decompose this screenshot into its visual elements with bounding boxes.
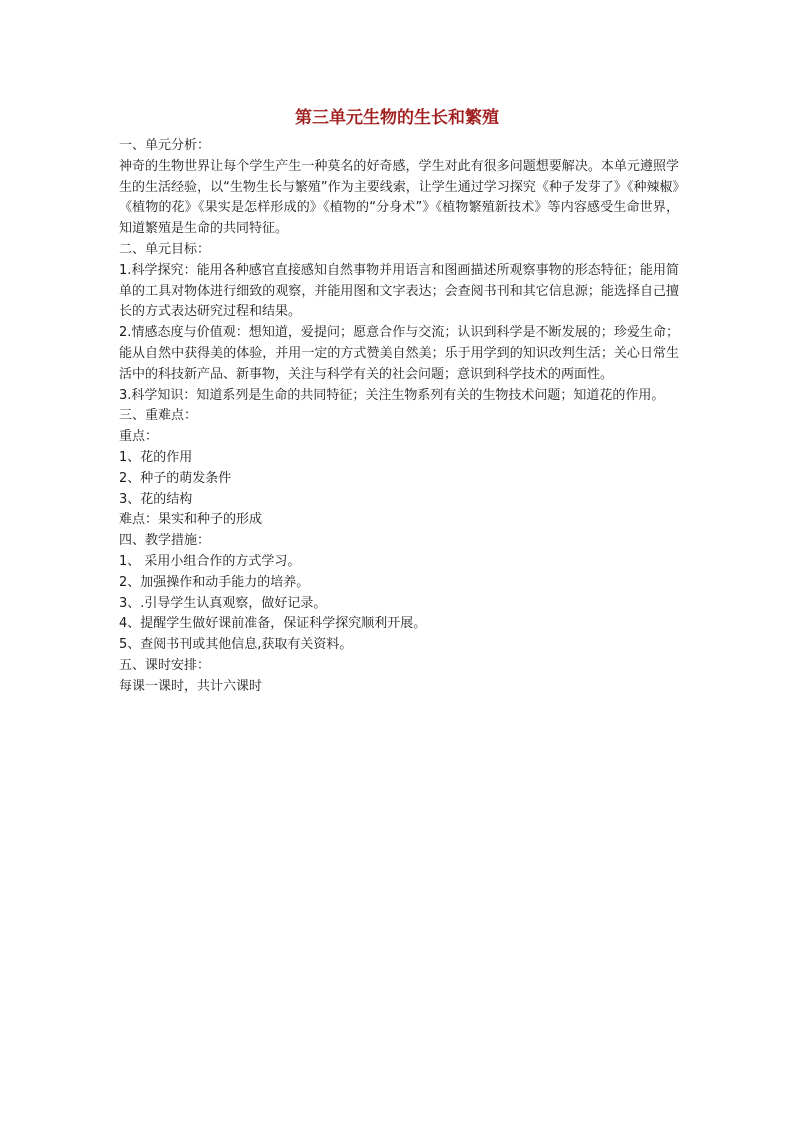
key-point-item: 2、种子的萌发条件: [119, 470, 232, 486]
measure-item: 1、 采用小组合作的方式学习。: [119, 553, 301, 569]
section-heading-measures: 四、教学措施：: [119, 533, 211, 549]
section-heading-goals: 二、单元目标：: [119, 241, 211, 257]
section-heading-analysis: 一、单元分析：: [119, 138, 211, 153]
page-title: 第三单元生物的生长和繁殖: [295, 108, 499, 128]
key-point-item: 1、花的作用: [119, 449, 193, 465]
schedule-text: 每课一课时，共计六课时: [119, 678, 263, 694]
section-heading-key-points: 三、重难点：: [119, 408, 198, 424]
paragraph-goal-inquiry: 1.科学探究：能用各种感官直接感知自然事物并用语言和图画描述所观察事物的形态特征；能用简单的工具对物体进行细致的观察，并能用图和文字表达；会查阅书刊和其它信息源；能选择自己擅长的方式表达研究过程和结果。: [119, 262, 679, 320]
measure-item: 5、查阅书刊或其他信息,获取有关资料。: [119, 637, 353, 653]
measure-item: 4、提醒学生做好课前准备，保证科学探究顺利开展。: [119, 616, 427, 632]
section-heading-schedule: 五、课时安排：: [119, 657, 211, 673]
difficult-point: 难点：果实和种子的形成: [119, 512, 263, 528]
paragraph-goal-attitude: 2.情感态度与价值观：想知道，爱提问；愿意合作与交流；认识到科学是不断发展的；珍爱生命；能从自然中获得美的体验，并用一定的方式赞美自然美；乐于用学到的知识改判生活；关心日常生活中的科技新产品、新事物，关注与科学有关的社会问题；意识到科学技术的两面性。: [119, 325, 679, 382]
key-point-item: 3、花的结构: [119, 491, 193, 507]
paragraph-analysis: 神奇的生物世界让每个学生产生一种莫名的好奇感，学生对此有很多问题想要解决。本单元遵照学生的生活经验，以“生物生长与繁殖”作为主要线索，让学生通过学习探究《种子发芽了》《种辣椒》《植物的花》《果实是怎样形成的》《植物的“分身术”》《植物繁殖新技术》等内容感受生命世界，知道繁殖是生命的共同特征。: [119, 158, 679, 237]
key-points-label: 重点：: [119, 429, 159, 445]
paragraph-goal-knowledge: 3.科学知识：知道系列是生命的共同特征；关注生物系列有关的生物技术问题；知道花的作用。: [119, 387, 665, 403]
measure-item: 3、.引导学生认真观察，做好记录。: [119, 595, 327, 611]
measure-item: 2、加强操作和动手能力的培养。: [119, 574, 310, 590]
document-body: [119, 136, 679, 698]
